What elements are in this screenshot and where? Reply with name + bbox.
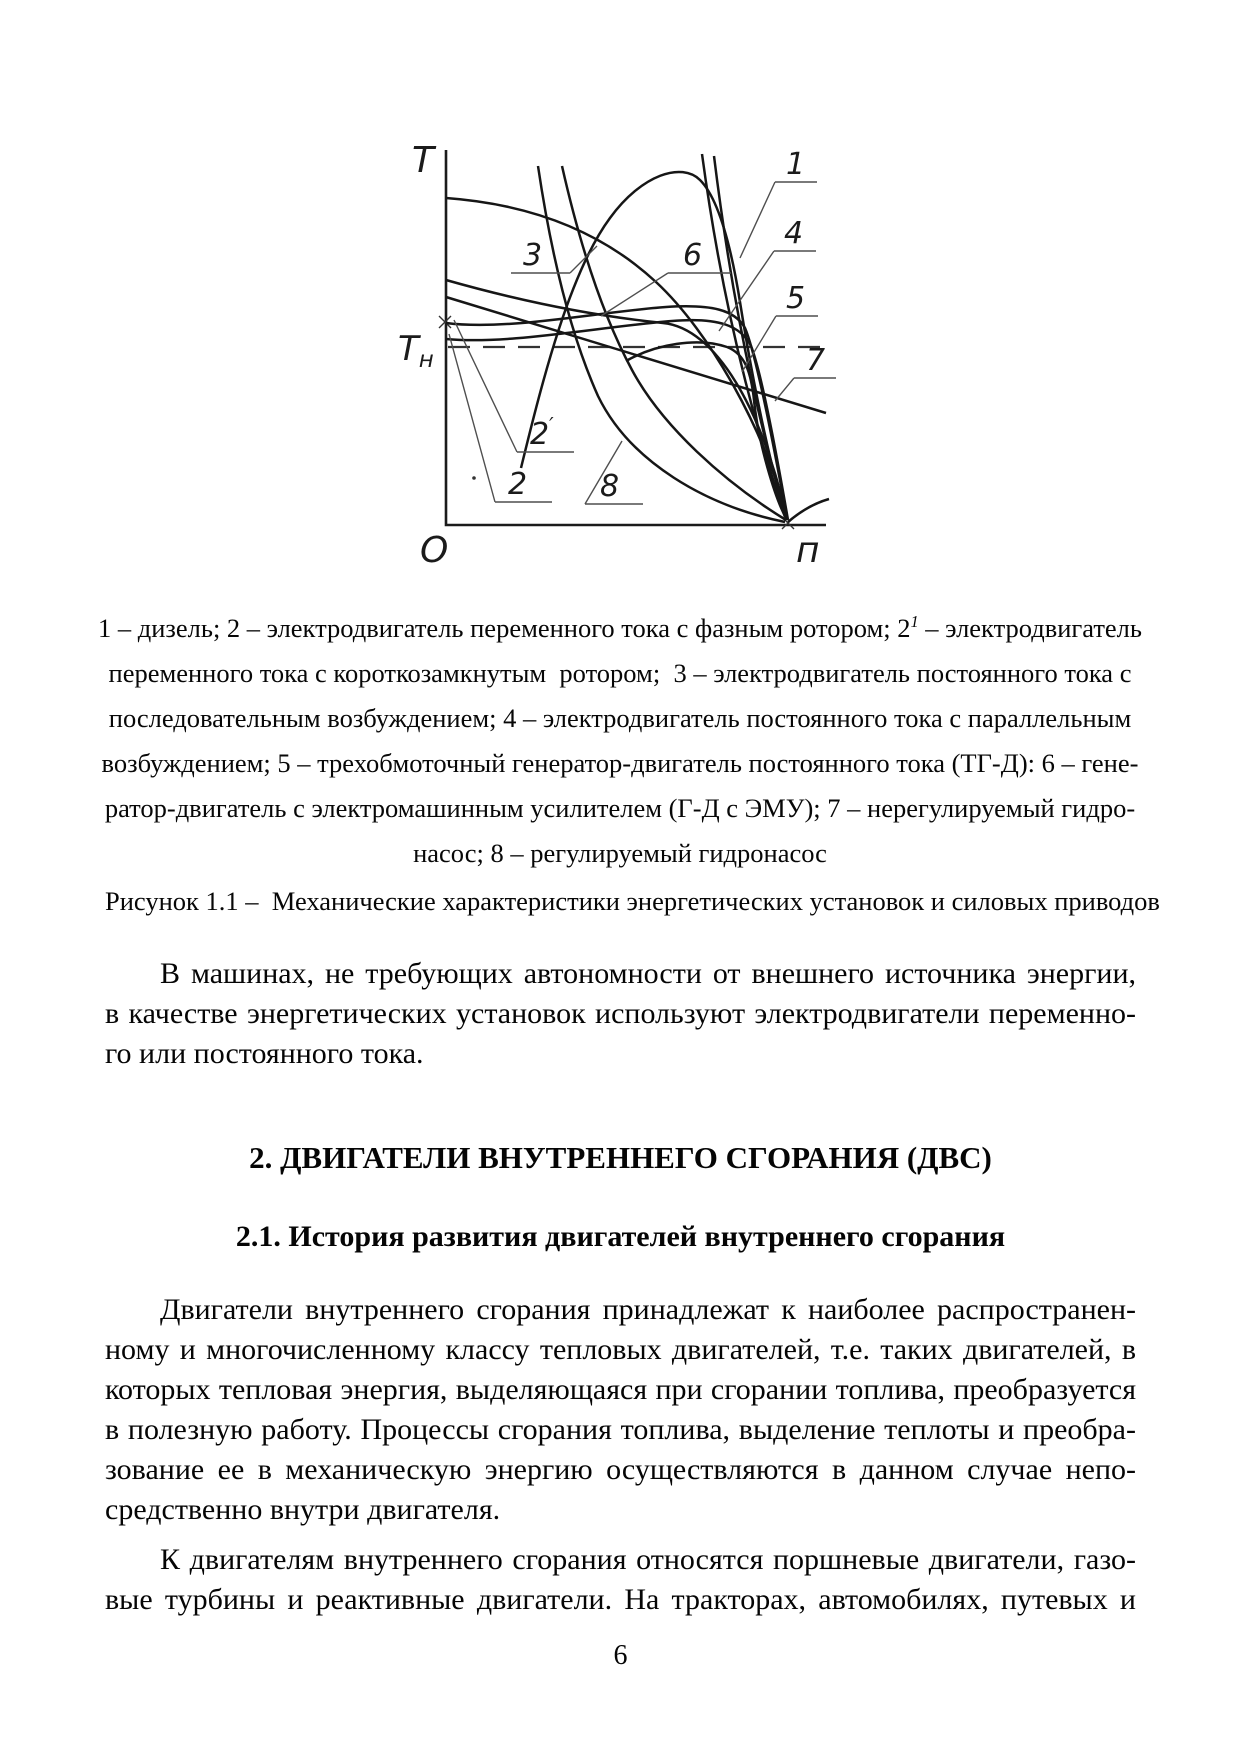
legend-line1-sup: 1 — [910, 612, 919, 632]
text-line: в полезную работу. Процессы сгорания топлива, выделение теплоты и преобра- — [105, 1413, 1136, 1446]
text-line: Двигатели внутреннего сгорания принадлежат к наиболее распространен- — [160, 1293, 1136, 1326]
text-line: го или постоянного тока. — [105, 1037, 424, 1070]
text-line: ному и многочисленному классу тепловых двигателей, т.е. таких двигателей, в — [105, 1333, 1136, 1366]
curve-label-4: 4 — [784, 216, 804, 251]
origin-label: O — [420, 530, 449, 570]
curve-label-5: 5 — [786, 281, 806, 316]
curve-label-2: 2 — [508, 467, 528, 502]
curve-tail-right — [788, 499, 829, 522]
y-axis-label: T — [412, 140, 434, 181]
text-line: в качестве энергетических установок используют электродвигатели переменно- — [105, 997, 1136, 1030]
text-line: вые турбины и реактивные двигатели. На тракторах, автомобилях, путевых и — [105, 1583, 1136, 1616]
leader-6 — [601, 273, 731, 316]
text-line: зование ее в механическую энергию осуществляются в данном случае непо- — [105, 1453, 1136, 1486]
curve-label-6: 6 — [683, 238, 703, 273]
curve-label-3: 3 — [523, 238, 543, 273]
legend-line — [90, 606, 1150, 651]
curve-label-1: 1 — [786, 147, 806, 182]
legend-line: последовательным возбуждением; 4 – электродвигатель постоянного тока с параллельным — [108, 703, 1132, 733]
curve-label-8: 8 — [600, 469, 620, 504]
tn-label: $T_н$ — [398, 329, 434, 373]
text-line: В машинах, не требующих автономности от внешнего источника энергии, — [160, 957, 1136, 990]
legend-line1-b: – электродвигатель — [918, 613, 1142, 643]
figure-legend — [90, 606, 1150, 876]
legend-line: насос; 8 – регулируемый гидронасос — [413, 838, 827, 868]
subsection-heading: 2.1. История развития двигателей внутреннего сгорания — [235, 1220, 1006, 1253]
paragraph-1 — [105, 954, 1136, 1074]
legend-line: переменного тока с короткозамкнутым ротором; 3 – электродвигатель постоянного тока с — [108, 658, 1132, 688]
text-line: которых тепловая энергия, выделяющаяся при сгорании топлива, преобразуется — [105, 1373, 1136, 1406]
stray-dot — [472, 476, 476, 480]
curve-label-2prime: 2′ — [530, 413, 554, 452]
curve-label-7: 7 — [806, 343, 826, 378]
text-line: К двигателям внутреннего сгорания относятся поршневые двигатели, газо- — [160, 1543, 1136, 1576]
figure-1-1 — [338, 110, 838, 570]
paragraph-2 — [105, 1290, 1136, 1530]
legend-line: возбуждением; 5 – трехобмоточный генератор-двигатель постоянного тока (ТГ-Д): 6 – гене- — [101, 748, 1139, 778]
section-heading: 2. ДВИГАТЕЛИ ВНУТРЕННЕГО СГОРАНИЯ (ДВС) — [249, 1140, 992, 1175]
paragraph-3 — [105, 1540, 1136, 1620]
leader-1 — [740, 182, 817, 258]
mechanical-characteristics-chart — [338, 110, 838, 570]
page-number: 6 — [613, 1640, 628, 1671]
legend-line: ратор-двигатель с электромашинным усилителем (Г-Д с ЭМУ); 7 – нерегулируемый гидро- — [104, 793, 1136, 823]
legend-line1-a: 1 – дизель; 2 – электродвигатель переменного тока с фазным ротором; 2 — [97, 613, 911, 643]
x-axis-label: п — [796, 530, 820, 570]
figure-caption: Рисунок 1.1 – Механические характеристики энергетических установок и силовых приводов — [105, 886, 1160, 916]
text-line: средственно внутри двигателя. — [105, 1493, 501, 1526]
leader-7 — [775, 378, 836, 401]
